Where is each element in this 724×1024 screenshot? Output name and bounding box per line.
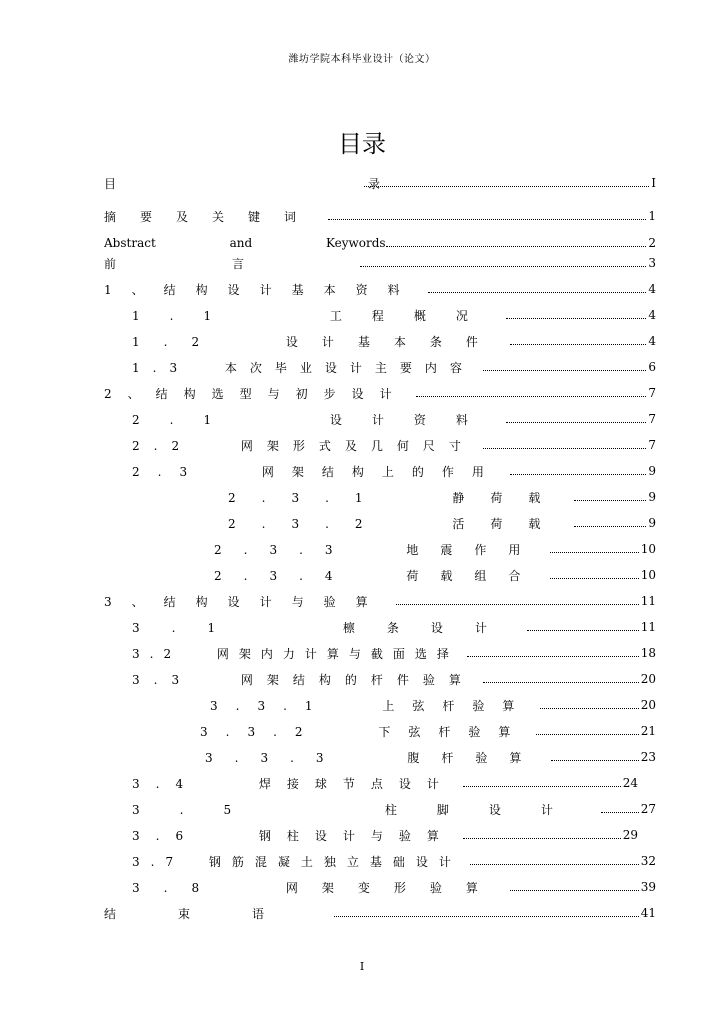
leader-dots: [483, 447, 646, 449]
toc-entry[interactable]: 3.3 网架结构的杆件验算 20: [132, 672, 656, 687]
toc-entry[interactable]: 3.5 柱脚设计 27: [132, 802, 656, 817]
page-title: 目录: [338, 130, 386, 158]
toc-entry[interactable]: 2.1 设计资料 7: [132, 412, 656, 427]
leader-dots: [536, 733, 638, 735]
leader-dots: [364, 185, 649, 187]
toc-entry[interactable]: 3.3.2 下弦杆验算 21: [200, 724, 656, 739]
leader-dots: [527, 629, 639, 631]
toc-entry[interactable]: 目 录 I: [104, 176, 656, 191]
toc-entry[interactable]: 前言 3: [104, 256, 656, 271]
leader-dots: [467, 655, 639, 657]
leader-dots: [551, 759, 638, 761]
leader-dots: [360, 265, 646, 267]
toc-entry[interactable]: 2.3.2 活荷载 9: [228, 516, 656, 531]
toc-entry[interactable]: 3.2 网架内力计算与截面选择 18: [132, 646, 656, 661]
leader-dots: [510, 343, 646, 345]
toc-entry[interactable]: 1.1 工程概况 4: [132, 308, 656, 323]
leader-dots: [334, 915, 639, 917]
leader-dots: [510, 889, 639, 891]
leader-dots: [416, 395, 647, 397]
leader-dots: [470, 863, 639, 865]
leader-dots: [386, 245, 647, 247]
leader-dots: [510, 473, 646, 475]
toc-entry[interactable]: 摘要及关键词 1: [104, 209, 656, 224]
toc-entry[interactable]: 1.2 设计基本条件 4: [132, 334, 656, 349]
leader-dots: [550, 551, 638, 553]
toc-entry[interactable]: 2、结构选型与初步设计 7: [104, 386, 656, 401]
toc-entry[interactable]: 3.3.3 腹杆验算 23: [205, 750, 656, 765]
toc-entry[interactable]: 3、结构设计与验算 11: [104, 594, 656, 609]
toc-entry[interactable]: 3.3.1 上弦杆验算 20: [210, 698, 656, 713]
toc-entry[interactable]: 2.2 网架形式及几何尺寸 7: [132, 438, 656, 453]
leader-dots: [574, 499, 646, 501]
toc-entry[interactable]: 1、结构设计基本资料 4: [104, 282, 656, 297]
toc-entry[interactable]: 2.3.3 地震作用 10: [214, 542, 656, 557]
toc-entry[interactable]: 3.8 网架变形验算 39: [132, 880, 656, 895]
leader-dots: [463, 785, 621, 787]
toc-entry[interactable]: 结束语 41: [104, 906, 656, 921]
leader-dots: [328, 218, 646, 220]
page-header: 潍坊学院本科毕业设计（论文）: [288, 54, 436, 65]
leader-dots: [540, 707, 638, 709]
page-number: I: [359, 960, 365, 973]
leader-dots: [483, 369, 646, 371]
leader-dots: [428, 291, 647, 293]
toc-entry[interactable]: 3.1 檩条设计 11: [132, 620, 656, 635]
leader-dots: [574, 525, 646, 527]
leader-dots: [463, 837, 621, 839]
toc-entry[interactable]: Abstract and Keywords 2: [104, 236, 656, 250]
toc-entry[interactable]: 2.3 网架结构上的作用 9: [132, 464, 656, 479]
toc-entry[interactable]: 3.4 焊接球节点设计 24: [132, 776, 638, 791]
leader-dots: [483, 681, 639, 683]
leader-dots: [396, 603, 639, 605]
toc-entry[interactable]: 2.3.1 静荷载 9: [228, 490, 656, 505]
toc-entry[interactable]: 1.3 本次毕业设计主要内容 6: [132, 360, 656, 375]
toc-entry[interactable]: 3.6 钢柱设计与验算 29: [132, 828, 638, 843]
leader-dots: [506, 421, 646, 423]
leader-dots: [550, 577, 638, 579]
leader-dots: [506, 317, 646, 319]
leader-dots: [601, 811, 639, 813]
toc-entry[interactable]: 3.7 钢筋混凝土独立基础设计 32: [132, 854, 656, 869]
toc-entry[interactable]: 2.3.4 荷载组合 10: [214, 568, 656, 583]
